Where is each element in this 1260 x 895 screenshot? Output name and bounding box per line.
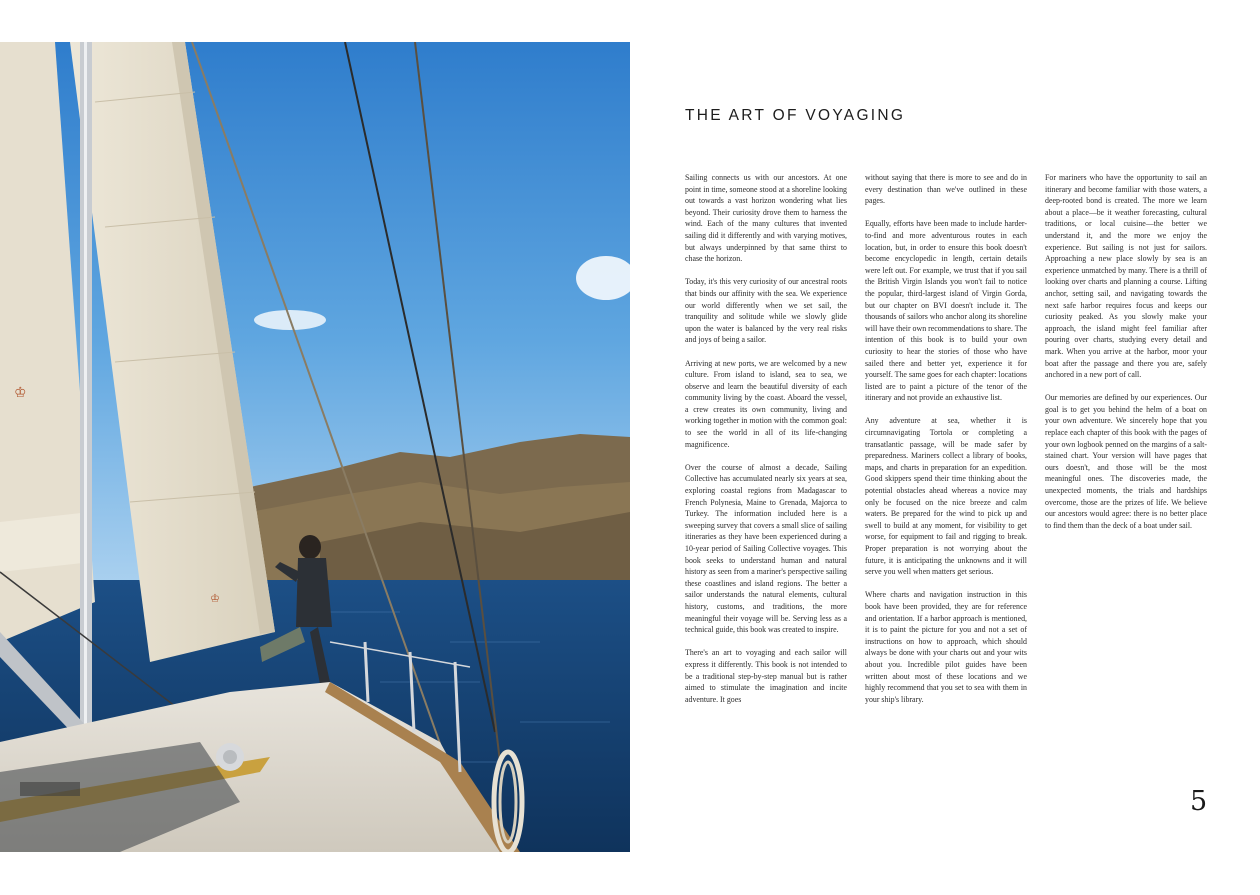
text-column-2 (865, 172, 1027, 717)
paragraph: Sailing connects us with our ancestors. At one point in time, someone stood at a shoreline looking out towards a vast horizon wondering what lies beyond. Their curiosity drove them to harness the wind. Each of the many cultures that invented sailing did it differently and with varying motives, but always underpinned by that same thirst to chase the horizon. (685, 173, 847, 264)
text-column-1 (685, 172, 847, 717)
paragraph: There's an art to voyaging and each sailor will express it differently. This book is not intended to be a traditional step-by-step manual but is rather aimed to stimulate the imagination and incite adventure. It goes (685, 648, 847, 704)
paragraph: without saying that there is more to see and do in every destination than we've outlined in these pages. (865, 173, 1027, 206)
paragraph: Equally, efforts have been made to include harder-to-find and more adventurous routes in each location, but, in order to ensure this book doesn't become encyclopedic in length, certain details were left out. For example, we trust that if you sail the British Virgin Islands you won't fail to notice the popular, third-largest island of Virgin Gorda, but our chapter on BVI doesn't include it. The thousands of sailors who anchor along its shoreline will have their own recommendations to share. The intention of this book is to build your own curiosity to hear the stories of those who have sailed there and better yet, experience it for yourself. The same goes for each chapter: locations listed are to paint a picture of the tenor of the itinerary and not provide an exhaustive list. (865, 219, 1028, 403)
paragraph: For mariners who have the opportunity to sail an itinerary and become familiar with those waters, a deep-rooted bond is created. The more we learn about a place—be it weather forecasting, cultural traditions, or local cuisine—the better we understand it, and the more we enjoy the experience. But sailing is not just for sailors. Approaching a new place slowly by sea is an experience unmatched by many. There is a thrill of looking over charts and planning a course. Lifting anchor, setting sail, and navigating towards the next safe harbor requires focus and keeps our curiosity peaked. As you slowly make your approach, the island might feel familiar after pouring over charts, studying every detail and mark. When you arrive at the harbor, moor your boat after the passage and there you are, safely anchored in a new port of call. (1045, 173, 1207, 380)
text-column-3 (1045, 172, 1207, 543)
svg-text:♔: ♔ (14, 385, 27, 401)
paragraph: Today, it's this very curiosity of our ancestral roots that binds our affinity with the sea. We experience our world differently when we set sail, the tranquility and solitude while we slowly glide upon the water is balanced by the very real risks and joys of being a sailor. (685, 277, 847, 345)
paragraph: Where charts and navigation instruction in this book have been provided, they are for reference and orientation. If a harbor approach is mentioned, it is to paint the picture for you and not a set of instructions on how to approach, which should always be done with your charts out and your wits about you. Incredible pilot guides have been written about most of these locations and we highly recommend that you set to sea with them in your ship's library. (865, 590, 1027, 704)
paragraph: Our memories are defined by our experiences. Our goal is to get you behind the helm of a boat on your own adventure. We sincerely hope that you replace each chapter of this book with the pages of your own logbook penned on the margins of a salt-stained chart. Your version will have pages that ours doesn't, and those will be the most meaningful ones. The discoveries made, the unexpected moments, the trials and hardships overcome, those are the prizes of life. We believe our ancestors would agree: there is no better place to find them than the deck of a boat under sail. (1045, 393, 1207, 530)
sailboat-photo (0, 42, 630, 852)
paragraph: Any adventure at sea, whether it is circumnavigating Tortola or completing a transatlantic passage, will be made safer by preparedness. Mariners collect a library of books, maps, and charts in preparation for an expedition. Good skippers spend their time thinking about the potential obstacles ahead whereas a novice may only be focused on the nice breeze and calm waters. Be prepared for the wind to pick up and swell to build at any moment, for visibility to get worse, for equipment to fail and rigging to break. Proper preparation is not worrying about the future, it is anticipating the unknowns and it will serve you well when matters get serious. (865, 416, 1027, 577)
paragraph: Over the course of almost a decade, Sailing Collective has accumulated nearly six years at sea, exploring coastal regions from Madagascar to French Polynesia, Maine to Grenada, Majorca to Turkey. The information included here is a sweeping survey that covers a small slice of sailing itineraries as they have been experienced during a 10-year period of Sailing Collective voyages. This book seeks to understand human and natural history as seen from a mariner's perspective sailing these coastlines and island regions. The better a sailor understands the natural elements, cultural history, customs, and traditions, the more meaningful their voyage will be. Serving less as a technical guide, this book was created to inspire. (685, 462, 847, 635)
page-number: 5 (1190, 786, 1208, 817)
page-title: THE ART OF VOYAGING (685, 107, 906, 124)
svg-text:♔: ♔ (210, 592, 220, 605)
paragraph: Arriving at new ports, we are welcomed by a new culture. From island to island, sea to sea, we observe and learn the beautiful diversity of each community living by the coast. Aboard the vessel, a crew creates its own community, living and working together in motion with the common goal: to see the world in all of its life-changing magnificence. (685, 358, 847, 449)
